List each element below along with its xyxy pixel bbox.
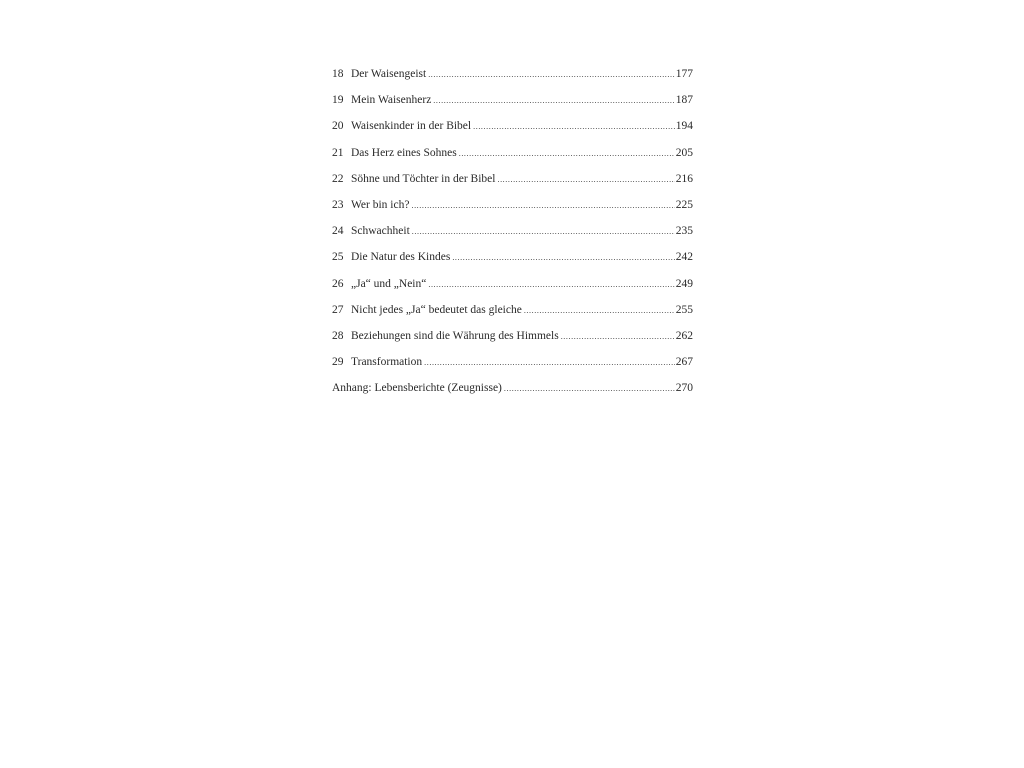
chapter-number: 29 [332,356,344,369]
toc-entry-18 [332,64,693,90]
dot-leader [411,196,674,216]
dot-leader [428,65,675,85]
dot-leader [412,222,675,242]
toc-entry-27 [332,300,693,326]
page-number: 194 [675,120,693,133]
toc-entry-20 [332,116,693,142]
dot-leader [428,275,674,295]
chapter-number: 23 [332,198,344,211]
chapter-number: 21 [332,146,344,159]
chapter-number: 18 [332,68,344,80]
dot-leader [497,170,674,190]
dot-leader [561,327,675,347]
chapter-title: Söhne und Töchter in der Bibel [351,172,496,185]
toc-entry-28 [332,326,693,352]
chapter-title: Transformation [351,356,423,369]
chapter-title: „Ja“ und „Nein“ [351,277,427,290]
page-number: 255 [675,303,693,316]
page-number: 267 [675,356,693,369]
dot-leader [459,144,675,164]
chapter-number: 20 [332,120,344,133]
chapter-title: Waisenkinder in der Bibel [351,120,472,133]
chapter-title: Das Herz eines Sohnes [351,146,457,159]
page-number: 235 [675,225,693,238]
page-number: 242 [675,251,693,264]
chapter-title: Wer bin ich? [351,198,410,211]
chapter-number: 26 [332,277,344,290]
toc-entry-22 [332,169,693,195]
toc-entry-24 [332,221,693,247]
page-number: 225 [675,198,693,211]
page-number: 205 [675,146,693,159]
dot-leader [504,379,675,399]
chapter-title: Der Waisengeist [351,68,427,80]
chapter-number: 19 [332,94,344,107]
toc-entry-26 [332,274,693,300]
page-number: 270 [675,382,693,395]
dot-leader [433,91,674,111]
page-number: 187 [675,94,693,107]
dot-leader [452,248,674,268]
chapter-number: 22 [332,172,344,185]
table-of-contents [332,64,693,404]
toc-entry-25 [332,247,693,273]
dot-leader [473,117,675,137]
page-number: 177 [675,68,693,80]
chapter-number: 28 [332,329,344,342]
page-number: 262 [675,329,693,342]
toc-entry-19 [332,90,693,116]
chapter-number: 24 [332,225,344,238]
toc-entry-29 [332,352,693,378]
chapter-number: 27 [332,303,344,316]
page-number: 249 [675,277,693,290]
dot-leader [424,353,675,373]
chapter-title: Mein Waisenherz [351,94,432,107]
chapter-title: Schwachheit [351,225,410,238]
page-number: 216 [675,172,693,185]
dot-leader [524,301,675,321]
chapter-title: Beziehungen sind die Währung des Himmels [351,329,559,342]
toc-entry-23 [332,195,693,221]
appendix-title: Anhang: Lebensberichte (Zeugnisse) [332,382,502,395]
toc-entry-appendix [332,378,693,404]
toc-entry-21 [332,143,693,169]
chapter-title: Die Natur des Kindes [351,251,451,264]
chapter-number: 25 [332,251,344,264]
chapter-title: Nicht jedes „Ja“ bedeutet das gleiche [351,303,522,316]
